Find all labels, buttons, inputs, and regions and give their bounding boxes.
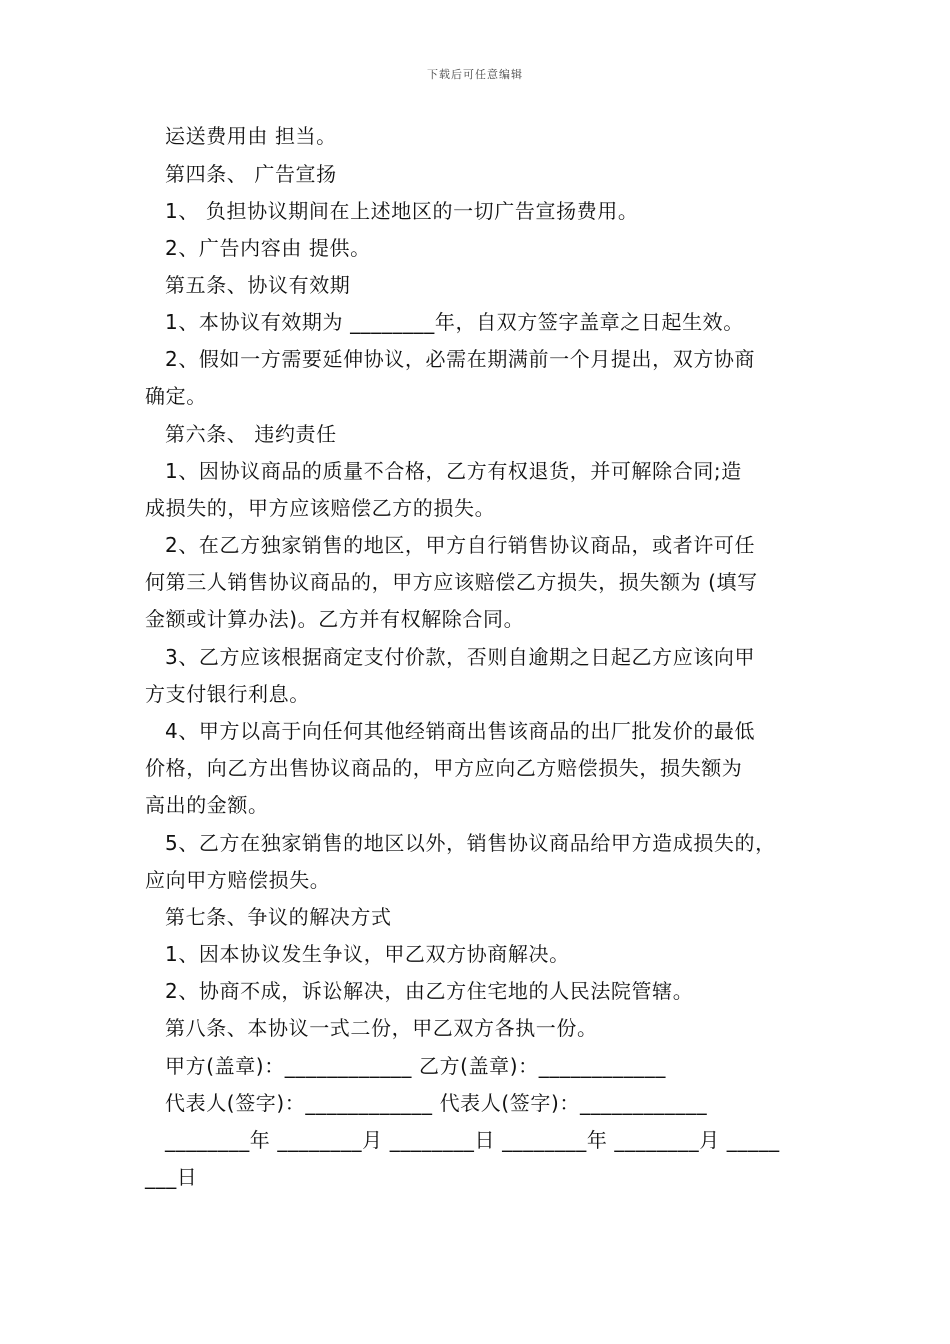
text-line: 应向甲方赔偿损失。 xyxy=(145,868,331,892)
text-line: 2、协商不成，诉讼解决，由乙方住宅地的人民法院管辖。 xyxy=(165,979,694,1003)
section-heading: 第八条、本协议一式二份，甲乙双方各执一份。 xyxy=(165,1016,598,1040)
text-line: 1、本协议有效期为 ________年，自双方签字盖章之日起生效。 xyxy=(165,310,744,334)
text-line: 价格，向乙方出售协议商品的，甲方应向乙方赔偿损失，损失额为 xyxy=(145,756,743,780)
text-line: 运送费用由 担当。 xyxy=(165,124,337,148)
text-line: 3、乙方应该根据商定支付价款，否则自逾期之日起乙方应该向甲 xyxy=(165,645,756,669)
text-line: 5、乙方在独家销售的地区以外，销售协议商品给甲方造成损失的， xyxy=(165,831,776,855)
text-line: 方支付银行利息。 xyxy=(145,682,310,706)
text-line: 2、假如一方需要延伸协议，必需在期满前一个月提出，双方协商 xyxy=(165,347,756,371)
section-heading: 第六条、 违约责任 xyxy=(165,422,337,446)
text-line: 1、因本协议发生争议，甲乙双方协商解决。 xyxy=(165,942,570,966)
text-line: 1、 负担协议期间在上述地区的一切广告宣扬费用。 xyxy=(165,199,639,223)
text-line: 4、甲方以高于向任何其他经销商出售该商品的出厂批发价的最低 xyxy=(165,719,756,743)
text-line: 成损失的，甲方应该赔偿乙方的损失。 xyxy=(145,496,496,520)
text-line: 1、因协议商品的质量不合格，乙方有权退货，并可解除合同;造 xyxy=(165,459,742,483)
text-line: 何第三人销售协议商品的，甲方应该赔偿乙方损失，损失额为 (填写 xyxy=(145,570,758,594)
page-header-note: 下载后可任意编辑 xyxy=(427,68,523,81)
text-line: 高出的金额。 xyxy=(145,793,269,817)
section-heading: 第五条、协议有效期 xyxy=(165,273,351,297)
text-line: 2、广告内容由 提供。 xyxy=(165,236,371,260)
text-line: 金额或计算办法)。乙方并有权解除合同。 xyxy=(145,607,525,631)
section-heading: 第七条、争议的解决方式 xyxy=(165,905,392,929)
text-line: 确定。 xyxy=(145,384,207,408)
text-line: 2、在乙方独家销售的地区，甲方自行销售协议商品，或者许可任 xyxy=(165,533,756,557)
date-line: ________年 ________月 ________日 ________年 ________月 _____ xyxy=(165,1128,780,1152)
signature-line: 代表人(签字)：____________ 代表人(签字)：____________ xyxy=(165,1091,708,1115)
signature-line: 甲方(盖章)：____________ 乙方(盖章)：____________ xyxy=(165,1054,666,1078)
date-line: ___日 xyxy=(145,1165,198,1189)
section-heading: 第四条、 广告宣扬 xyxy=(165,162,337,186)
